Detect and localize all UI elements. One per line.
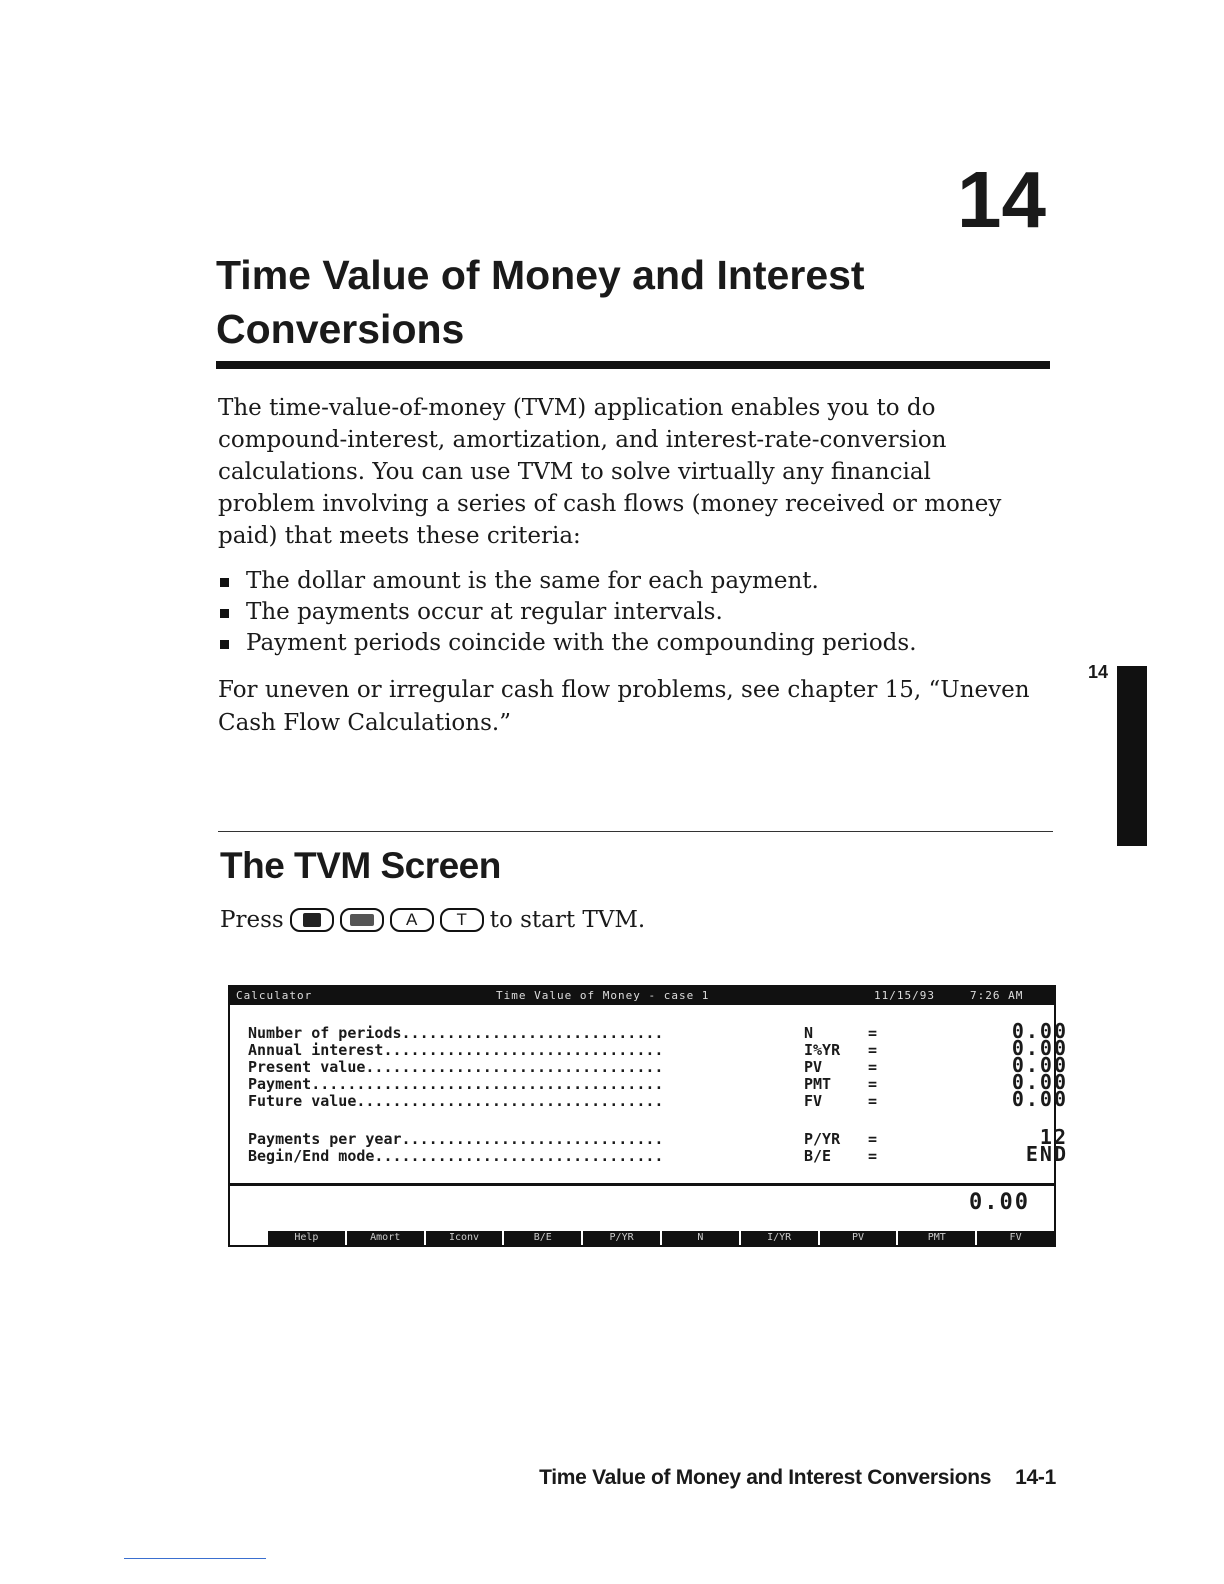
- bullet-square-icon: [220, 640, 229, 649]
- menu-key: [340, 908, 384, 932]
- row-label: Present value.................................: [248, 1059, 664, 1076]
- softkey-iyr[interactable]: I/YR: [741, 1231, 818, 1245]
- row-value: 12: [1039, 1125, 1068, 1149]
- list-item: [218, 566, 917, 597]
- header-title: Time Value of Money - case 1: [496, 989, 710, 1002]
- row-var: I%YR: [804, 1041, 841, 1059]
- row-eq: =: [868, 1092, 878, 1110]
- chapter-number: 14: [957, 155, 1046, 244]
- row-label: Number of periods.............................: [248, 1025, 664, 1042]
- row-eq: =: [868, 1147, 878, 1165]
- list-item-text: The payments occur at regular intervals.: [246, 599, 723, 625]
- uneven-cashflow-note: For uneven or irregular cash flow problems, see chapter 15, “Uneven Cash Flow Calculations.”: [218, 677, 1030, 736]
- softkey-n[interactable]: N: [662, 1231, 739, 1245]
- row-label: Payment.......................................: [248, 1076, 664, 1093]
- tvm-row: [248, 1087, 1068, 1114]
- row-label: Begin/End mode................................: [248, 1148, 664, 1165]
- row-eq: =: [868, 1130, 878, 1148]
- chapter-title: Time Value of Money and Interest Conversions: [216, 252, 865, 352]
- row-label: Annual interest...............................: [248, 1042, 664, 1059]
- header-time: 7:26 AM: [970, 989, 1024, 1002]
- softkey-iconv[interactable]: Iconv: [426, 1231, 503, 1245]
- softkey-bar: [230, 1231, 1054, 1245]
- result-value: 0.00: [969, 1190, 1030, 1215]
- result-line: [230, 1186, 1054, 1220]
- key-a: A: [390, 908, 434, 932]
- row-var: P/YR: [804, 1130, 841, 1148]
- row-value: 0.00: [1011, 1053, 1068, 1077]
- criteria-list: [218, 566, 917, 659]
- header-date: 11/15/93: [874, 989, 935, 1002]
- screen-header: [230, 987, 1054, 1005]
- intro-paragraph: The time-value-of-money (TVM) application enables you to do compound-interest, amortization, and interest-rate-conversion calculations. You can use TVM to solve virtually any financial problem involving a series of cash flows (money received or money paid) that meets these criteria:: [218, 395, 1002, 549]
- row-var: FV: [804, 1092, 823, 1110]
- row-label: Future value..................................: [248, 1093, 664, 1110]
- row-label: Payments per year.............................: [248, 1131, 664, 1148]
- row-eq: =: [868, 1024, 878, 1042]
- row-value: 0.00: [1011, 1087, 1068, 1111]
- row-value: 0.00: [1011, 1070, 1068, 1094]
- row-eq: =: [868, 1058, 878, 1076]
- softkey-pyr[interactable]: P/YR: [583, 1231, 660, 1245]
- row-value: 0.00: [1011, 1036, 1068, 1060]
- press-word: Press: [220, 907, 284, 933]
- title-rule: [216, 361, 1050, 369]
- row-eq: =: [868, 1041, 878, 1059]
- list-item-text: Payment periods coincide with the compounding periods.: [246, 630, 917, 656]
- menu-icon: [350, 914, 374, 926]
- bullet-square-icon: [220, 578, 229, 587]
- list-item: [218, 628, 917, 659]
- screen-body: [230, 1005, 1068, 1186]
- bottom-rule: [124, 1558, 266, 1559]
- key-t: T: [440, 908, 484, 932]
- tvm-screen: [228, 985, 1068, 1247]
- row-eq: =: [868, 1075, 878, 1093]
- row-value: END: [1025, 1142, 1068, 1166]
- row-var: PV: [804, 1058, 823, 1076]
- tvm-row: [248, 1142, 1068, 1169]
- list-item: [218, 597, 917, 628]
- list-item-text: The dollar amount is the same for each payment.: [246, 568, 819, 594]
- section-title: The TVM Screen: [220, 845, 501, 886]
- page-number: 14-1: [1015, 1466, 1056, 1489]
- press-suffix: to start TVM.: [489, 907, 646, 933]
- softkey-amort[interactable]: Amort: [347, 1231, 424, 1245]
- page-footer: [539, 1466, 1056, 1490]
- bullet-square-icon: [220, 609, 229, 618]
- softkey-be[interactable]: B/E: [504, 1231, 581, 1245]
- softkey-pv[interactable]: PV: [820, 1231, 897, 1245]
- footer-title: Time Value of Money and Interest Conversions: [539, 1466, 992, 1489]
- section-rule: [218, 831, 1053, 832]
- row-var: N: [804, 1024, 814, 1042]
- press-instruction: [220, 900, 645, 940]
- calculator-icon: [303, 913, 321, 927]
- row-var: PMT: [804, 1075, 832, 1093]
- softkey-fv[interactable]: FV: [977, 1231, 1054, 1245]
- softkey-help[interactable]: Help: [268, 1231, 345, 1245]
- calculator-key: [290, 908, 334, 932]
- row-var: B/E: [804, 1147, 832, 1165]
- side-tab-number: 14: [1088, 662, 1109, 682]
- side-tab-bar: [1117, 666, 1147, 846]
- row-value: 0.00: [1011, 1019, 1068, 1043]
- header-app: Calculator: [236, 989, 313, 1002]
- softkey-pmt[interactable]: PMT: [898, 1231, 975, 1245]
